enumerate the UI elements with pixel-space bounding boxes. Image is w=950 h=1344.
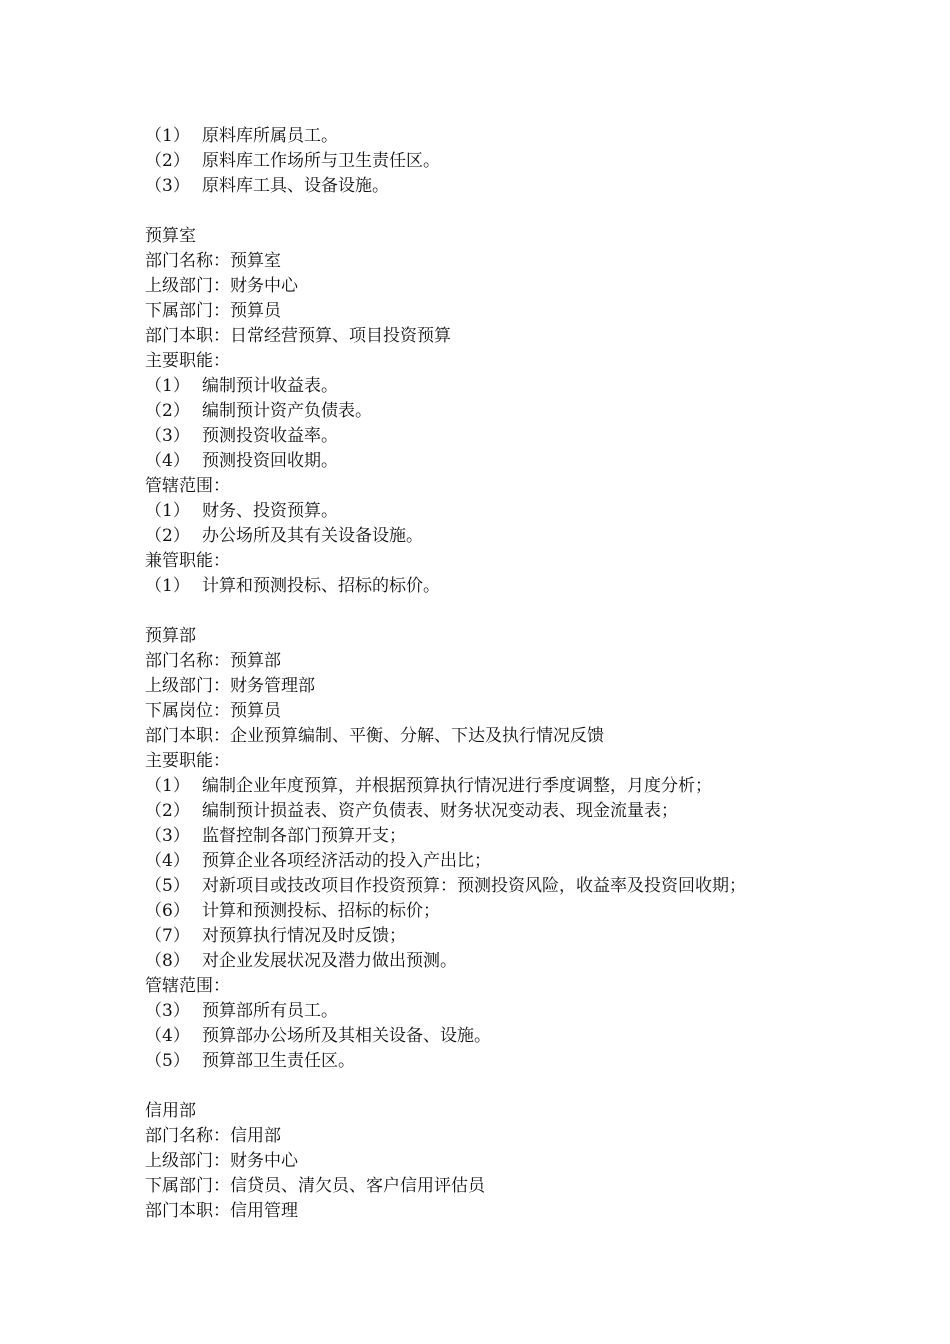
document-page: [145, 124, 925, 1224]
list-item: [145, 174, 925, 199]
item-text: 编制预计收益表。: [202, 376, 338, 396]
department-duty: 部门本职：企业预算编制、平衡、分解、下达及执行情况反馈: [145, 726, 604, 746]
item-number: （7）: [145, 926, 190, 946]
section-budget-office: [145, 224, 925, 599]
item-text: 编制预计资产负债表。: [202, 401, 372, 421]
item-text: 计算和预测投标、招标的标价；: [202, 901, 440, 921]
item-number: （4）: [145, 451, 190, 471]
item-text: 原料库工具、设备设施。: [202, 176, 389, 196]
list-item: [145, 399, 925, 424]
list-item: [145, 874, 925, 899]
list-item: [145, 524, 925, 549]
item-number: （5）: [145, 876, 190, 896]
list-item: [145, 149, 925, 174]
department-name: 部门名称：信用部: [145, 1126, 281, 1146]
spacer: [145, 199, 925, 224]
item-text: 预算部办公场所及其相关设备、设施。: [202, 1026, 491, 1046]
item-text: 预测投资回收期。: [202, 451, 338, 471]
scope-label: 管辖范围：: [145, 976, 230, 996]
list-item: [145, 849, 925, 874]
item-number: （4）: [145, 851, 190, 871]
subordinate-department: 下属部门：信贷员、清欠员、客户信用评估员: [145, 1176, 485, 1196]
list-item: [145, 824, 925, 849]
item-number: （2）: [145, 526, 190, 546]
list-item: [145, 424, 925, 449]
list-item: [145, 999, 925, 1024]
department-duty: 部门本职：信用管理: [145, 1201, 298, 1221]
item-text: 预算部所有员工。: [202, 1001, 338, 1021]
item-text: 对预算执行情况及时反馈；: [202, 926, 406, 946]
list-item: [145, 799, 925, 824]
spacer: [145, 1074, 925, 1099]
item-text: 原料库所属员工。: [202, 126, 338, 146]
subordinate-department: 下属部门：预算员: [145, 301, 281, 321]
item-text: 监督控制各部门预算开支；: [202, 826, 406, 846]
item-number: （1）: [145, 126, 190, 146]
item-number: （2）: [145, 401, 190, 421]
item-number: （3）: [145, 1001, 190, 1021]
list-item: [145, 449, 925, 474]
item-text: 财务、投资预算。: [202, 501, 338, 521]
item-number: （5）: [145, 1051, 190, 1071]
item-text: 预算企业各项经济活动的投入产出比；: [202, 851, 491, 871]
department-name: 部门名称：预算室: [145, 251, 281, 271]
list-item: [145, 499, 925, 524]
department-name: 部门名称：预算部: [145, 651, 281, 671]
main-functions-label: 主要职能：: [145, 351, 230, 371]
scope-label: 管辖范围：: [145, 476, 230, 496]
item-number: （8）: [145, 951, 190, 971]
item-text: 对新项目或技改项目作投资预算：预测投资风险，收益率及投资回收期；: [202, 876, 746, 896]
list-item: [145, 1024, 925, 1049]
extra-functions-label: 兼管职能：: [145, 551, 230, 571]
list-item: [145, 374, 925, 399]
item-text: 预算部卫生责任区。: [202, 1051, 355, 1071]
item-number: （3）: [145, 426, 190, 446]
item-number: （6）: [145, 901, 190, 921]
item-text: 办公场所及其有关设备设施。: [202, 526, 423, 546]
intro-list: [145, 124, 925, 199]
superior-department: 上级部门：财务中心: [145, 1151, 298, 1171]
section-heading: 信用部: [145, 1101, 196, 1121]
item-text: 编制预计损益表、资产负债表、财务状况变动表、现金流量表；: [202, 801, 678, 821]
list-item: [145, 949, 925, 974]
item-number: （3）: [145, 826, 190, 846]
item-number: （1）: [145, 376, 190, 396]
item-text: 原料库工作场所与卫生责任区。: [202, 151, 440, 171]
item-number: （4）: [145, 1026, 190, 1046]
item-text: 预测投资收益率。: [202, 426, 338, 446]
department-duty: 部门本职：日常经营预算、项目投资预算: [145, 326, 451, 346]
list-item: [145, 899, 925, 924]
main-functions-label: 主要职能：: [145, 751, 230, 771]
item-text: 对企业发展状况及潜力做出预测。: [202, 951, 457, 971]
section-heading: 预算部: [145, 626, 196, 646]
item-number: （2）: [145, 801, 190, 821]
list-item: [145, 574, 925, 599]
item-number: （1）: [145, 776, 190, 796]
superior-department: 上级部门：财务中心: [145, 276, 298, 296]
item-text: 计算和预测投标、招标的标价。: [202, 576, 440, 596]
section-heading: 预算室: [145, 226, 196, 246]
superior-department: 上级部门：财务管理部: [145, 676, 315, 696]
item-number: （1）: [145, 576, 190, 596]
item-number: （2）: [145, 151, 190, 171]
section-credit-department: [145, 1099, 925, 1224]
list-item: [145, 124, 925, 149]
item-number: （1）: [145, 501, 190, 521]
item-number: （3）: [145, 176, 190, 196]
spacer: [145, 599, 925, 624]
list-item: [145, 1049, 925, 1074]
section-budget-department: [145, 624, 925, 1074]
list-item: [145, 774, 925, 799]
item-text: 编制企业年度预算，并根据预算执行情况进行季度调整，月度分析；: [202, 776, 712, 796]
list-item: [145, 924, 925, 949]
subordinate-positions: 下属岗位：预算员: [145, 701, 281, 721]
